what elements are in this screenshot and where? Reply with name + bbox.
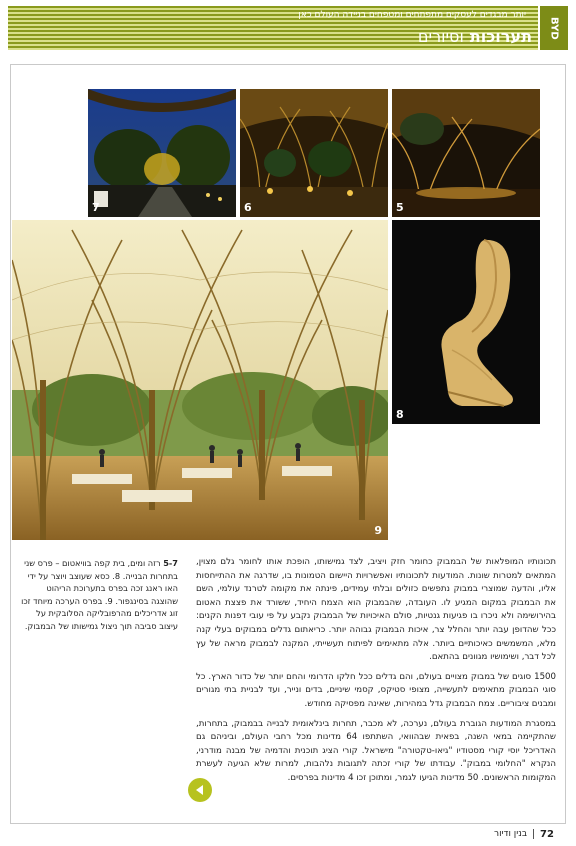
photo-9-image	[12, 220, 388, 540]
photo-7-image	[88, 89, 236, 217]
article-body	[196, 556, 556, 786]
article-paragraph-2: 1500 סוגים של במבוק מצויים בעולם, והם גדלים ככל חלקו הדרומי והחם יותר של כדור הארץ. כל סוגי הבמבוק מתאימים לתעשייה, מצופי סטיקס, קסמי שיניים, בדים ונייר, ועד לבניית בתי מגורים ומבנים ציבוריים. צמח הבמבוק גדל במהירות, שאינה מפסיקה מחודש.	[196, 671, 556, 709]
photo-9-bamboo-pavilion	[12, 220, 388, 540]
photo-6-number: 6	[244, 201, 252, 214]
photo-5-canopy-evening	[392, 89, 540, 217]
magazine-name: בנין ודיור	[494, 829, 528, 839]
photo-8-image	[392, 220, 540, 424]
photo-caption	[18, 557, 178, 633]
caption-text: רזה ומים, בית קפה בוויאטום – פרס שני בתחרות הבנייה. 8. כסא שעוצב ויוצר על ידי האו ראנג זכה בפרס בתערוכת הריהוט שהוצגה בסינגפור. 9. בפרס הערכה מיוחד זכו זוג אדריכלים מהרפובליקה הסלובקית על עיצוב סביבה תוך ניצול גמישותו של הבמבוק.	[21, 558, 178, 631]
photo-5-image	[392, 89, 540, 217]
page-footer	[494, 827, 554, 841]
section-title-light: וסיורים	[417, 26, 464, 46]
section-title	[418, 25, 532, 47]
photo-8-number: 8	[396, 408, 404, 421]
section-title-bold: תערוכות	[469, 26, 532, 46]
caption-lead: 5-7	[163, 558, 178, 568]
footer-separator	[533, 829, 534, 839]
photo-6-image	[240, 89, 388, 217]
next-page-arrow-icon[interactable]	[188, 778, 212, 802]
header-tagline: יותר מבגדים לעסקים מתפתחים ומטפחים בניידה העולם כאן	[298, 10, 526, 20]
photo-5-number: 5	[396, 201, 404, 214]
photo-6-pavilion-lights	[240, 89, 388, 217]
brand-tab: BYD	[540, 6, 568, 50]
article-paragraph-3: במסגרת המודעות הגוברת בעולם, נערכה, לא מכבר, תחרות בינלאומית לבנייה בבמבוק, בתחרות, שהתקיימה במאי השנה, בפאית שבהוואי, השתתפו 64 מדינות מכל רחבי העולם, וביניהם גם האדריכל יוסי קורי מסטודיו "גיאו-טקטורה" מישראל. קורי הציג תוכנית והדמיה של מבנה מודרני, הנקרא "החלומי במבוק". עבודתו של קורי זכתה לתגובות נלהבות, למרות שלא הגיעה לעשרת המקומות הראשונים. 50 מדינות הגיעו לגמר, ומתוכן זכו 4 מדינות בפרסים.	[196, 718, 556, 783]
page-number: 72	[540, 828, 554, 840]
arrow-left-icon	[193, 783, 207, 797]
photo-7-garden-night	[88, 89, 236, 217]
photo-8-bamboo-chair	[392, 220, 540, 424]
photo-9-number: 9	[374, 524, 382, 537]
article-paragraph-1: תכונותיו המופלאות של הבמבוק כחומר חזק ויציב, לצד גמישותו, הופכת אותו לחומר גלם מצוין, המתאים למטרות שונות. המודעות לתכונותיו ואפשרויות היישום הטמונות בו, שדרגה את ההתייחסות אליו, והדעה שמוצרי במבוק נתפשים כזולים ובלתי עמידים, פינתה את מקומה לטרנד עולמי, השם את הבמבוק במקום המגיע לו. העובדה, שהבמבוק הוא הצמח היחיד, ששורד את פצצת האטום בהירושימה ולא ניכרו בו פגיעות גנטיות, סולם האיכויות של הבמבוק נקבע על פי עובי דפנות הקנים: ככל שהדופן עבה יותר והחלל צר, איכות הבמבוק גבוהה יותר. כריאתום גדלים במבוקים בעלי קנה מלא, המשמשים כאיכותיים ביותר. אלה מתאימים לפיתוח תעשייתי, המקנה לבמבוק מראה של עץ לכל דבר, ושימושיו מגוונים בהתאם.	[196, 557, 556, 663]
photo-7-number: 7	[92, 201, 100, 214]
page-header	[8, 6, 568, 50]
